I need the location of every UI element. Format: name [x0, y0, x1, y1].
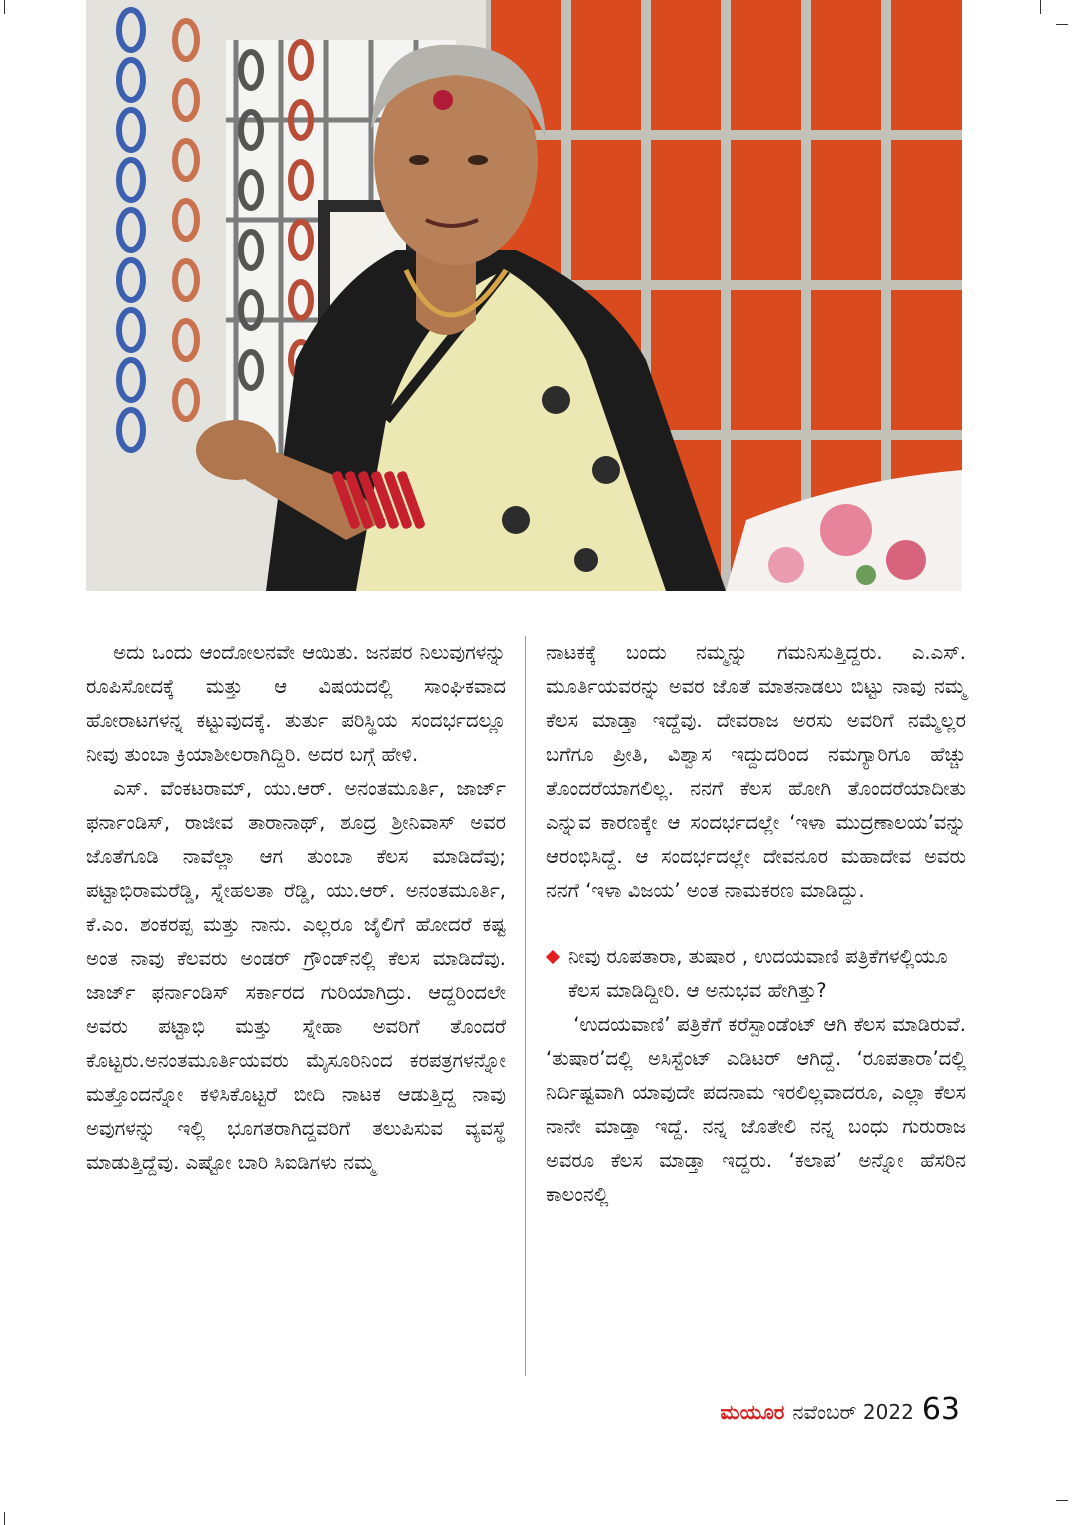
crop-mark-top-left: [4, 0, 5, 14]
page-footer: [721, 1392, 960, 1427]
article-column-left: [86, 636, 506, 1180]
portrait-photo: [86, 0, 962, 591]
column-divider: [525, 636, 526, 1376]
woman-portrait-icon: [86, 0, 962, 591]
issue-date: ನವೆಂಬರ್ 2022: [792, 1400, 914, 1424]
diamond-bullet-icon: [546, 950, 560, 964]
article-paragraph: ‘ಉದಯವಾಣಿ’ ಪತ್ರಿಕೆಗೆ ಕರೆಸ್ಪಾಂಡೆಂಟ್ ಆಗಿ ಕೆಲಸ ಮಾಡಿರುವೆ. ‘ತುಷಾರ’ದಲ್ಲಿ ಅಸಿಸ್ಟೆಂಟ್ ಎಡಿಟರ್ ಆಗಿದ್ದೆ. ‘ರೂಪತಾರಾ’ದಲ್ಲಿ ನಿರ್ದಿಷ್ಟವಾಗಿ ಯಾವುದೇ ಪದನಾಮ ಇರಲಿಲ್ಲವಾದರೂ, ಎಲ್ಲಾ ಕೆಲಸ ನಾನೇ ಮಾಡ್ತಾ ಇದ್ದೆ. ನನ್ನ ಜೊತೇಲಿ ನನ್ನ ಬಂಧು ಗುರುರಾಜ ಅವರೂ ಕೆಲಸ ಮಾಡ್ತಾ ಇದ್ದರು. ‘ಕಲಾಪ’ ಅನ್ನೋ ಹೆಸರಿನ ಕಾಲಂನಲ್ಲಿ: [546, 1013, 966, 1206]
article-paragraph: ಅದು ಒಂದು ಆಂದೋಲನವೇ ಆಯಿತು. ಜನಪರ ನಿಲುವುಗಳನ್ನು ರೂಪಿಸೋದಕ್ಕೆ ಮತ್ತು ಆ ವಿಷಯದಲ್ಲಿ ಸಾಂಘಿಕವಾದ ಹೋರಾಟಗಳನ್ನ ಕಟ್ಟುವುದಕ್ಕೆ. ತುರ್ತು ಪರಿಸ್ಥಿಯ ಸಂದರ್ಭದಲ್ಲೂ ನೀವು ತುಂಬಾ ಕ್ರಿಯಾಶೀಲರಾಗಿದ್ದಿರಿ. ಅದರ ಬಗ್ಗೆ ಹೇಳಿ.: [86, 641, 506, 766]
crop-mark-bottom-left: [4, 1512, 5, 1525]
article-paragraph: ಎಸ್. ವೆಂಕಟರಾಮ್, ಯು.ಆರ್. ಅನಂತಮೂರ್ತಿ, ಜಾರ್ಜ್ ಫರ್ನಾಂಡಿಸ್, ರಾಜೀವ ತಾರಾನಾಥ್, ಶೂದ್ರ ಶ್ರೀನಿವಾಸ್ ಅವರ ಜೊತೆಗೂಡಿ ನಾವೆಲ್ಲಾ ಆಗ ತುಂಬಾ ಕೆಲಸ ಮಾಡಿದೆವು; ಪಟ್ಟಾಭಿರಾಮರೆಡ್ಡಿ, ಸ್ನೇಹಲತಾ ರೆಡ್ಡಿ, ಯು.ಆರ್. ಅನಂತಮೂರ್ತಿ, ಕೆ.ಎಂ. ಶಂಕರಪ್ಪ ಮತ್ತು ನಾನು. ಎಲ್ಲರೂ ಜೈಲಿಗೆ ಹೋದರೆ ಕಷ್ಟ ಅಂತ ನಾವು ಕೆಲವರು ಅಂಡರ್ ಗ್ರೌಂಡ್‌ನಲ್ಲಿ ಕೆಲಸ ಮಾಡಿದೆವು. ಜಾರ್ಜ್ ಫರ್ನಾಂಡಿಸ್ ಸರ್ಕಾರದ ಗುರಿಯಾಗಿದ್ರು. ಆದ್ದರಿಂದಲೇ ಅವರು ಪಟ್ಟಾಭಿ ಮತ್ತು ಸ್ನೇಹಾ ಅವರಿಗೆ ತೊಂದರೆ ಕೊಟ್ಟರು.ಅನಂತಮೂರ್ತಿಯವರು ಮೈಸೂರಿನಿಂದ ಕರಪತ್ರಗಳನ್ನೋ ಮತ್ತೊಂದನ್ನೋ ಕಳಿಸಿಕೊಟ್ಟರೆ ಬೀದಿ ನಾಟಕ ಆಡುತ್ತಿದ್ದ ನಾವು ಅವುಗಳನ್ನು ಇಲ್ಲಿ ಭೂಗತರಾಗಿದ್ದವರಿಗೆ ತಲುಪಿಸುವ ವ್ಯವಸ್ಥೆ ಮಾಡುತ್ತಿದ್ದೆವು. ಎಷ್ಟೋ ಬಾರಿ ಸಿಐಡಿಗಳು ನಮ್ಮ: [86, 777, 506, 1174]
magazine-logo: ಮಯೂರ: [720, 1400, 785, 1424]
crop-mark-top-right: [1040, 0, 1041, 14]
crop-mark-right-top: [1056, 24, 1068, 25]
interview-question: [546, 940, 966, 1008]
page-number: 63: [921, 1392, 960, 1427]
question-text: ನೀವು ರೂಪತಾರಾ, ತುಷಾರ , ಉದಯವಾಣಿ ಪತ್ರಿಕೆಗಳಲ್ಲಿಯೂ ಕೆಲಸ ಮಾಡಿದ್ದೀರಿ. ಆ ಅನುಭವ ಹೇಗಿತ್ತು?: [568, 945, 948, 1002]
article-paragraph: ನಾಟಕಕ್ಕೆ ಬಂದು ನಮ್ಮನ್ನು ಗಮನಿಸುತ್ತಿದ್ದರು. ಎ.ಎಸ್. ಮೂರ್ತಿಯವರನ್ನು ಅವರ ಜೊತೆ ಮಾತನಾಡಲು ಬಿಟ್ಟು ನಾವು ನಮ್ಮ ಕೆಲಸ ಮಾಡ್ತಾ ಇದ್ದೆವು. ದೇವರಾಜ ಅರಸು ಅವರಿಗೆ ನಮ್ಮೆಲ್ಲರ ಬಗೆಗೂ ಪ್ರೀತಿ, ವಿಶ್ವಾಸ ಇದ್ದುದರಿಂದ ನಮಗ್ಯಾರಿಗೂ ಹೆಚ್ಚು ತೊಂದರೆಯಾಗಲಿಲ್ಲ. ನನಗೆ ಕೆಲಸ ಹೋಗಿ ತೊಂದರೆಯಾದೀತು ಎನ್ನುವ ಕಾರಣಕ್ಕೇ ಆ ಸಂದರ್ಭದಲ್ಲೇ ‘ಇಳಾ ಮುದ್ರಣಾಲಯ’ವನ್ನು ಆರಂಭಿಸಿದ್ದೆ. ಆ ಸಂದರ್ಭದಲ್ಲೇ ದೇವನೂರ ಮಹಾದೇವ ಅವರು ನನಗೆ ‘ಇಳಾ ವಿಜಯ’ ಅಂತ ನಾಮಕರಣ ಮಾಡಿದ್ದು.: [546, 641, 966, 902]
article-column-right: [546, 636, 966, 1212]
crop-mark-right-bottom: [1056, 1500, 1068, 1501]
